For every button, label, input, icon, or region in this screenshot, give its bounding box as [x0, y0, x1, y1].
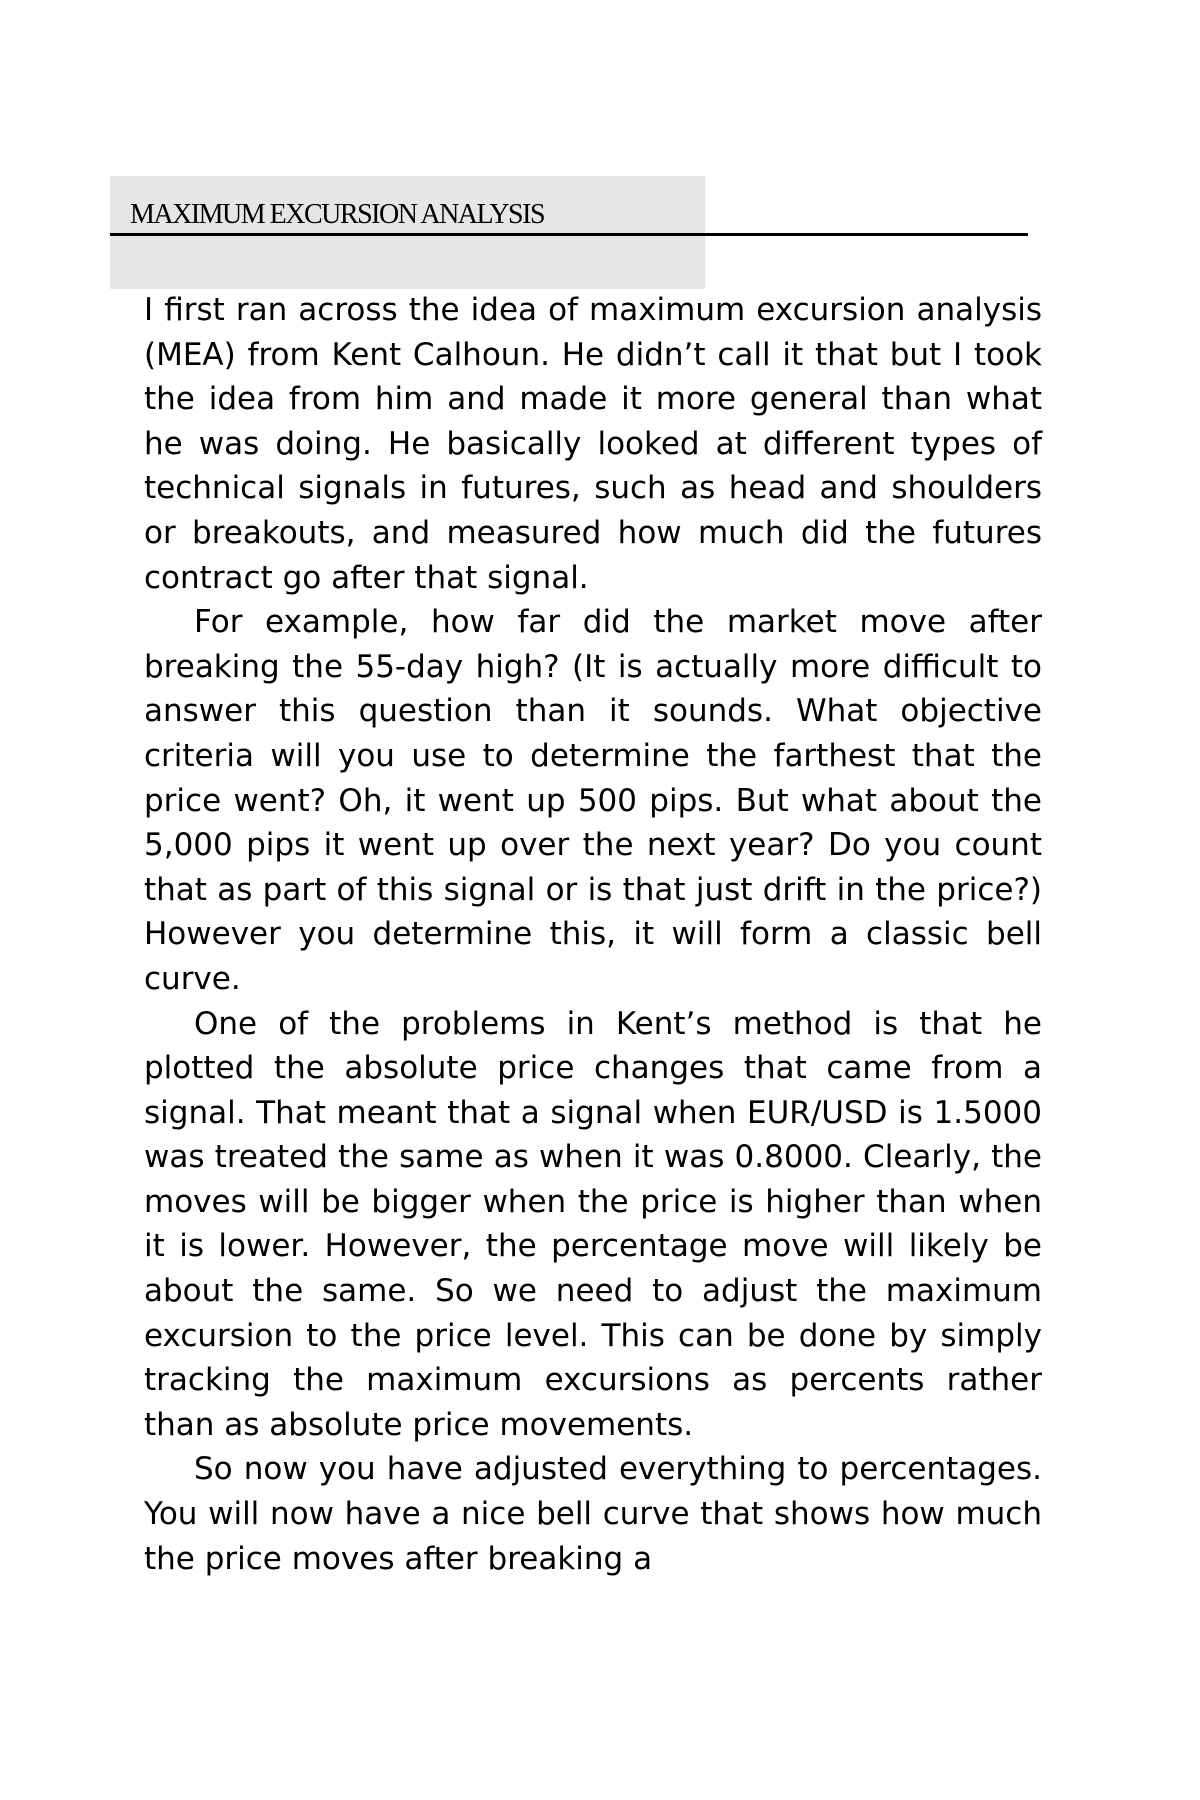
header-rule — [110, 233, 1028, 236]
paragraph-3: One of the problems in Kent’s method is that he plotted the absolute price changes that came from a signal. That meant that a signal when EUR/USD is 1.5000 was treated the same as when it was 0.8000. Clearly, the moves will be bigger when the price is higher than when it is lower. However, the percentage move will likely be about the same. So we need to adjust the maximum excursion to the price level. This can be done by simply tracking the maximum excursions as percents rather than as absolute price movements. — [144, 1005, 1042, 1443]
paragraph-4: So now you have adjusted everything to percentages. You will now have a nice bell curve that shows how much the price moves after breaking a — [144, 1451, 1042, 1577]
paragraph-2: For example, how far did the market move after breaking the 55-day high? (It is actually more difficult to answer this question than it sounds. What objective criteria will you use to determine the farthest that the price went? Oh, it went up 500 pips. But what about the 5,000 pips it went up over the next year? Do you count that as part of this signal or is that just drift in the price?) However you determine this, it will form a classic bell curve. — [144, 604, 1042, 997]
paragraph-1: I first ran across the idea of maximum excursion analysis (MEA) from Kent Calhoun. He didn’t call it that but I took the idea from him and made it more general than what he was doing. He basically looked at different types of technical signals in futures, such as head and shoulders or breakouts, and measured how much did the futures contract go after that signal. — [144, 292, 1042, 596]
running-header-title: MAXIMUM EXCURSION ANALYSIS — [130, 199, 545, 230]
body-text — [144, 288, 1042, 1581]
